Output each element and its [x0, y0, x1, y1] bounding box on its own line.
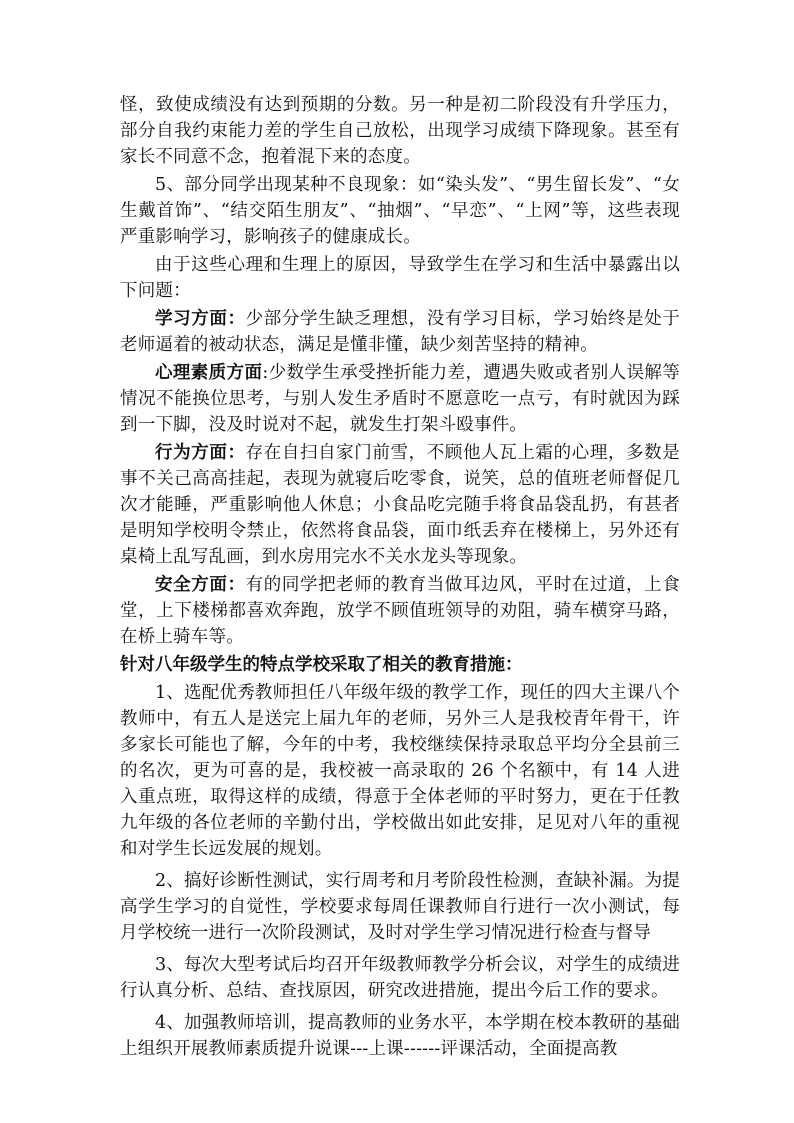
paragraph-measure-2: 2、搞好诊断性测试，实行周考和月考阶段性检测，查缺补漏。为提高学生学习的自觉性，学校要求每周任课教师自行进行一次小测试，每月学校统一进行一次阶段测试，及时对学生学习情况进行检查与督导 — [120, 871, 680, 943]
psych-aspect-label: 心理素质方面 — [155, 363, 263, 383]
study-aspect-text: 少部分学生缺乏理想，没有学习目标，学习始终是处于老师逼着的被动状态，满足是懂非懂，缺少刻苦坚持的精神。 — [120, 309, 680, 355]
study-aspect-label: 学习方面： — [155, 309, 246, 329]
paragraph-behavior-aspect — [120, 440, 680, 570]
paragraph-measure-4: 4、加强教师培训，提高教师的业务水平，本学期在校本教研的基础上组织开展教师素质提升说课---上课------评课活动，全面提高教 — [120, 1013, 680, 1059]
paragraph-psych-aspect — [120, 360, 680, 438]
safety-aspect-text: 有的同学把老师的教育当做耳边风，平时在过道，上食堂，上下楼梯都喜欢奔跑，放学不顾值班领导的劝阻，骑车横穿马路，在桥上骑车等。 — [120, 575, 680, 647]
behavior-aspect-label: 行为方面： — [155, 443, 246, 463]
safety-aspect-label: 安全方面： — [155, 575, 246, 595]
paragraph-bad-habits: 5、部分同学出现某种不良现象：如“染头发”、“男生留长发”、“女生戴首饰”、“结交陌生朋友”、“抽烟”、“早恋”、“上网”等，这些表现严重影响学习，影响孩子的健康成长。 — [120, 175, 680, 247]
paragraph-problems-intro: 由于这些心理和生理上的原因，导致学生在学习和生活中暴露出以下问题： — [120, 255, 680, 301]
document-page — [120, 92, 680, 1062]
behavior-aspect-text: 存在自扫自家门前雪，不顾他人瓦上霜的心理，多数是事不关己高高挂起，表现为就寝后吃零食，说笑，总的值班老师督促几次才能睡，严重影响他人休息；小食品吃完随手将食品袋乱扔，有甚者是明知学校明令禁止，依然将食品袋，面巾纸丢弃在楼梯上，另外还有桌椅上乱写乱画，到水房用完水不关水龙头等现象。 — [120, 443, 680, 567]
paragraph-reasons-continued: 怪，致使成绩没有达到预期的分数。另一种是初二阶段没有升学压力，部分自我约束能力差的学生自己放松，出现学习成绩下降现象。甚至有家长不同意不念，抱着混下来的态度。 — [120, 95, 680, 167]
psych-aspect-text: :少数学生承受挫折能力差，遭遇失败或者别人误解等情况不能换位思考，与别人发生矛盾时不愿意吃一点亏，有时就因为踩到一下脚，没及时说对不起，就发生打架斗殴事件。 — [120, 363, 680, 435]
section-heading-measures: 针对八年级学生的特点学校采取了相关的教育措施： — [120, 655, 523, 675]
paragraph-study-aspect — [120, 306, 680, 358]
paragraph-safety-aspect — [120, 572, 680, 650]
paragraph-measure-3: 3、每次大型考试后均召开年级教师教学分析会议，对学生的成绩进行认真分析、总结、查找原因，研究改进措施，提出今后工作的要求。 — [120, 955, 680, 1001]
paragraph-measure-1: 1、选配优秀教师担任八年级年级的教学工作，现任的四大主课八个教师中，有五人是送完上届九年的老师，另外三人是我校青年骨干，许多家长可能也了解，今年的中考，我校继续保持录取总平均分全县前三的名次，更为可喜的是，我校被一高录取的 26 个名额中，有 14 人进入重点班，取得这样的成绩，得意于全体老师的平时努力，更在于任教九年级的各位老师的辛勤付出，学校做出如此安排，足见对八年的重视和对学生长远发展的规划。 — [120, 683, 680, 859]
